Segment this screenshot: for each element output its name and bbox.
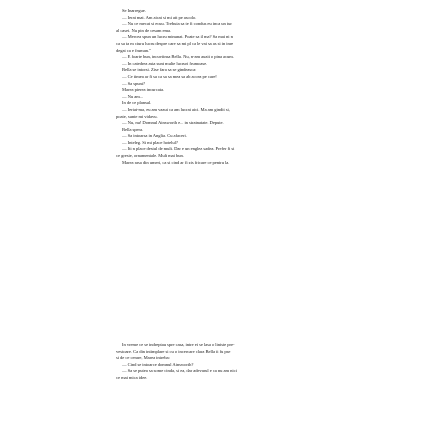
text-line: In de ce plansul.: [122, 100, 152, 106]
text-line: — Sa intoarsa in Anglia. Cu afaceri.: [122, 133, 187, 139]
text-line: Se Inarregue.: [122, 8, 146, 13]
text-line: — Nu am...: [122, 93, 144, 99]
text-line: — Nu ce mecat si ecuu. Trebuia sa te fi condus eu inca un tur: [122, 21, 232, 27]
text-line: al casei. Nu pin de cesam ema.: [116, 27, 172, 33]
text-block-upper: [116, 8, 336, 166]
text-line: Marea pierea incurcata.: [122, 87, 165, 93]
text-line: poate, sunte mi vidavu.: [116, 113, 158, 119]
text-line: — Cind se intoarce domnul Ainsworth?: [122, 361, 194, 367]
text-line: ce mai mica idee.: [116, 374, 148, 380]
text-line: — Sa se putea sa some cinda, si ea, dar adevarul e ca nu am nici: [122, 368, 237, 374]
text-line: — Inteleg. Si mi place hotelul?: [122, 139, 178, 145]
text-line: degat ca e fruman.": [116, 47, 151, 53]
text-line: In vreme ce se indreptau spre casa, intre ei se lasa o liniste pre-: [122, 342, 235, 347]
text-line: ce gresie, ornamentale. Mult mai bun.: [116, 153, 184, 159]
text-line: — Sa spuni?: [122, 80, 145, 86]
text-line: si de ce cerare, Marea intreba:: [116, 355, 170, 361]
text-line: — E foarte bun, incuviinsa Bella. Nu, n-am auzit o pina acum.: [122, 54, 234, 60]
text-block-lower: [116, 342, 336, 382]
text-line: Bella se intorsi. Zise fara sa se gindeasca:: [122, 67, 197, 73]
text-line: Marea rasa din umeri, ca si cind ar fi zis fricare ce pentru la.: [122, 159, 230, 165]
text-line: — Ce timea ar fi sa ca sa sa mea sa ab accea pe care!: [122, 73, 217, 79]
text-line: vestoare. Ca din intimplare si cu o incercare clara Bella ii fu pse: [116, 348, 231, 354]
text-line: — Iertat-ma, eu am vazut ca am lucrat aici. Ma am gindit si,: [122, 106, 230, 112]
text-line: Bella spera.: [122, 126, 144, 132]
text-line: — In catedrea asta sunt multe lucruri frumoase.: [122, 60, 208, 66]
text-line: ca sa ta m ciuru lucru despre care sa mi pl ca le vai sa as si in inre: [116, 40, 234, 46]
text-line: — Nu, nu! Domnul Ainsworth e... in strainatate. Depute.: [122, 120, 224, 126]
text-line: — Ierat mat. Am aicat si mi att pe ascolo.: [122, 14, 197, 20]
text-line: — Mercea spun un lucru minunat. Poate sa il ma? Sa mai ni n: [122, 34, 233, 40]
text-line: — Iti n place destul de mult. Dar e un englez sadea. Prefer fi si: [122, 146, 235, 152]
